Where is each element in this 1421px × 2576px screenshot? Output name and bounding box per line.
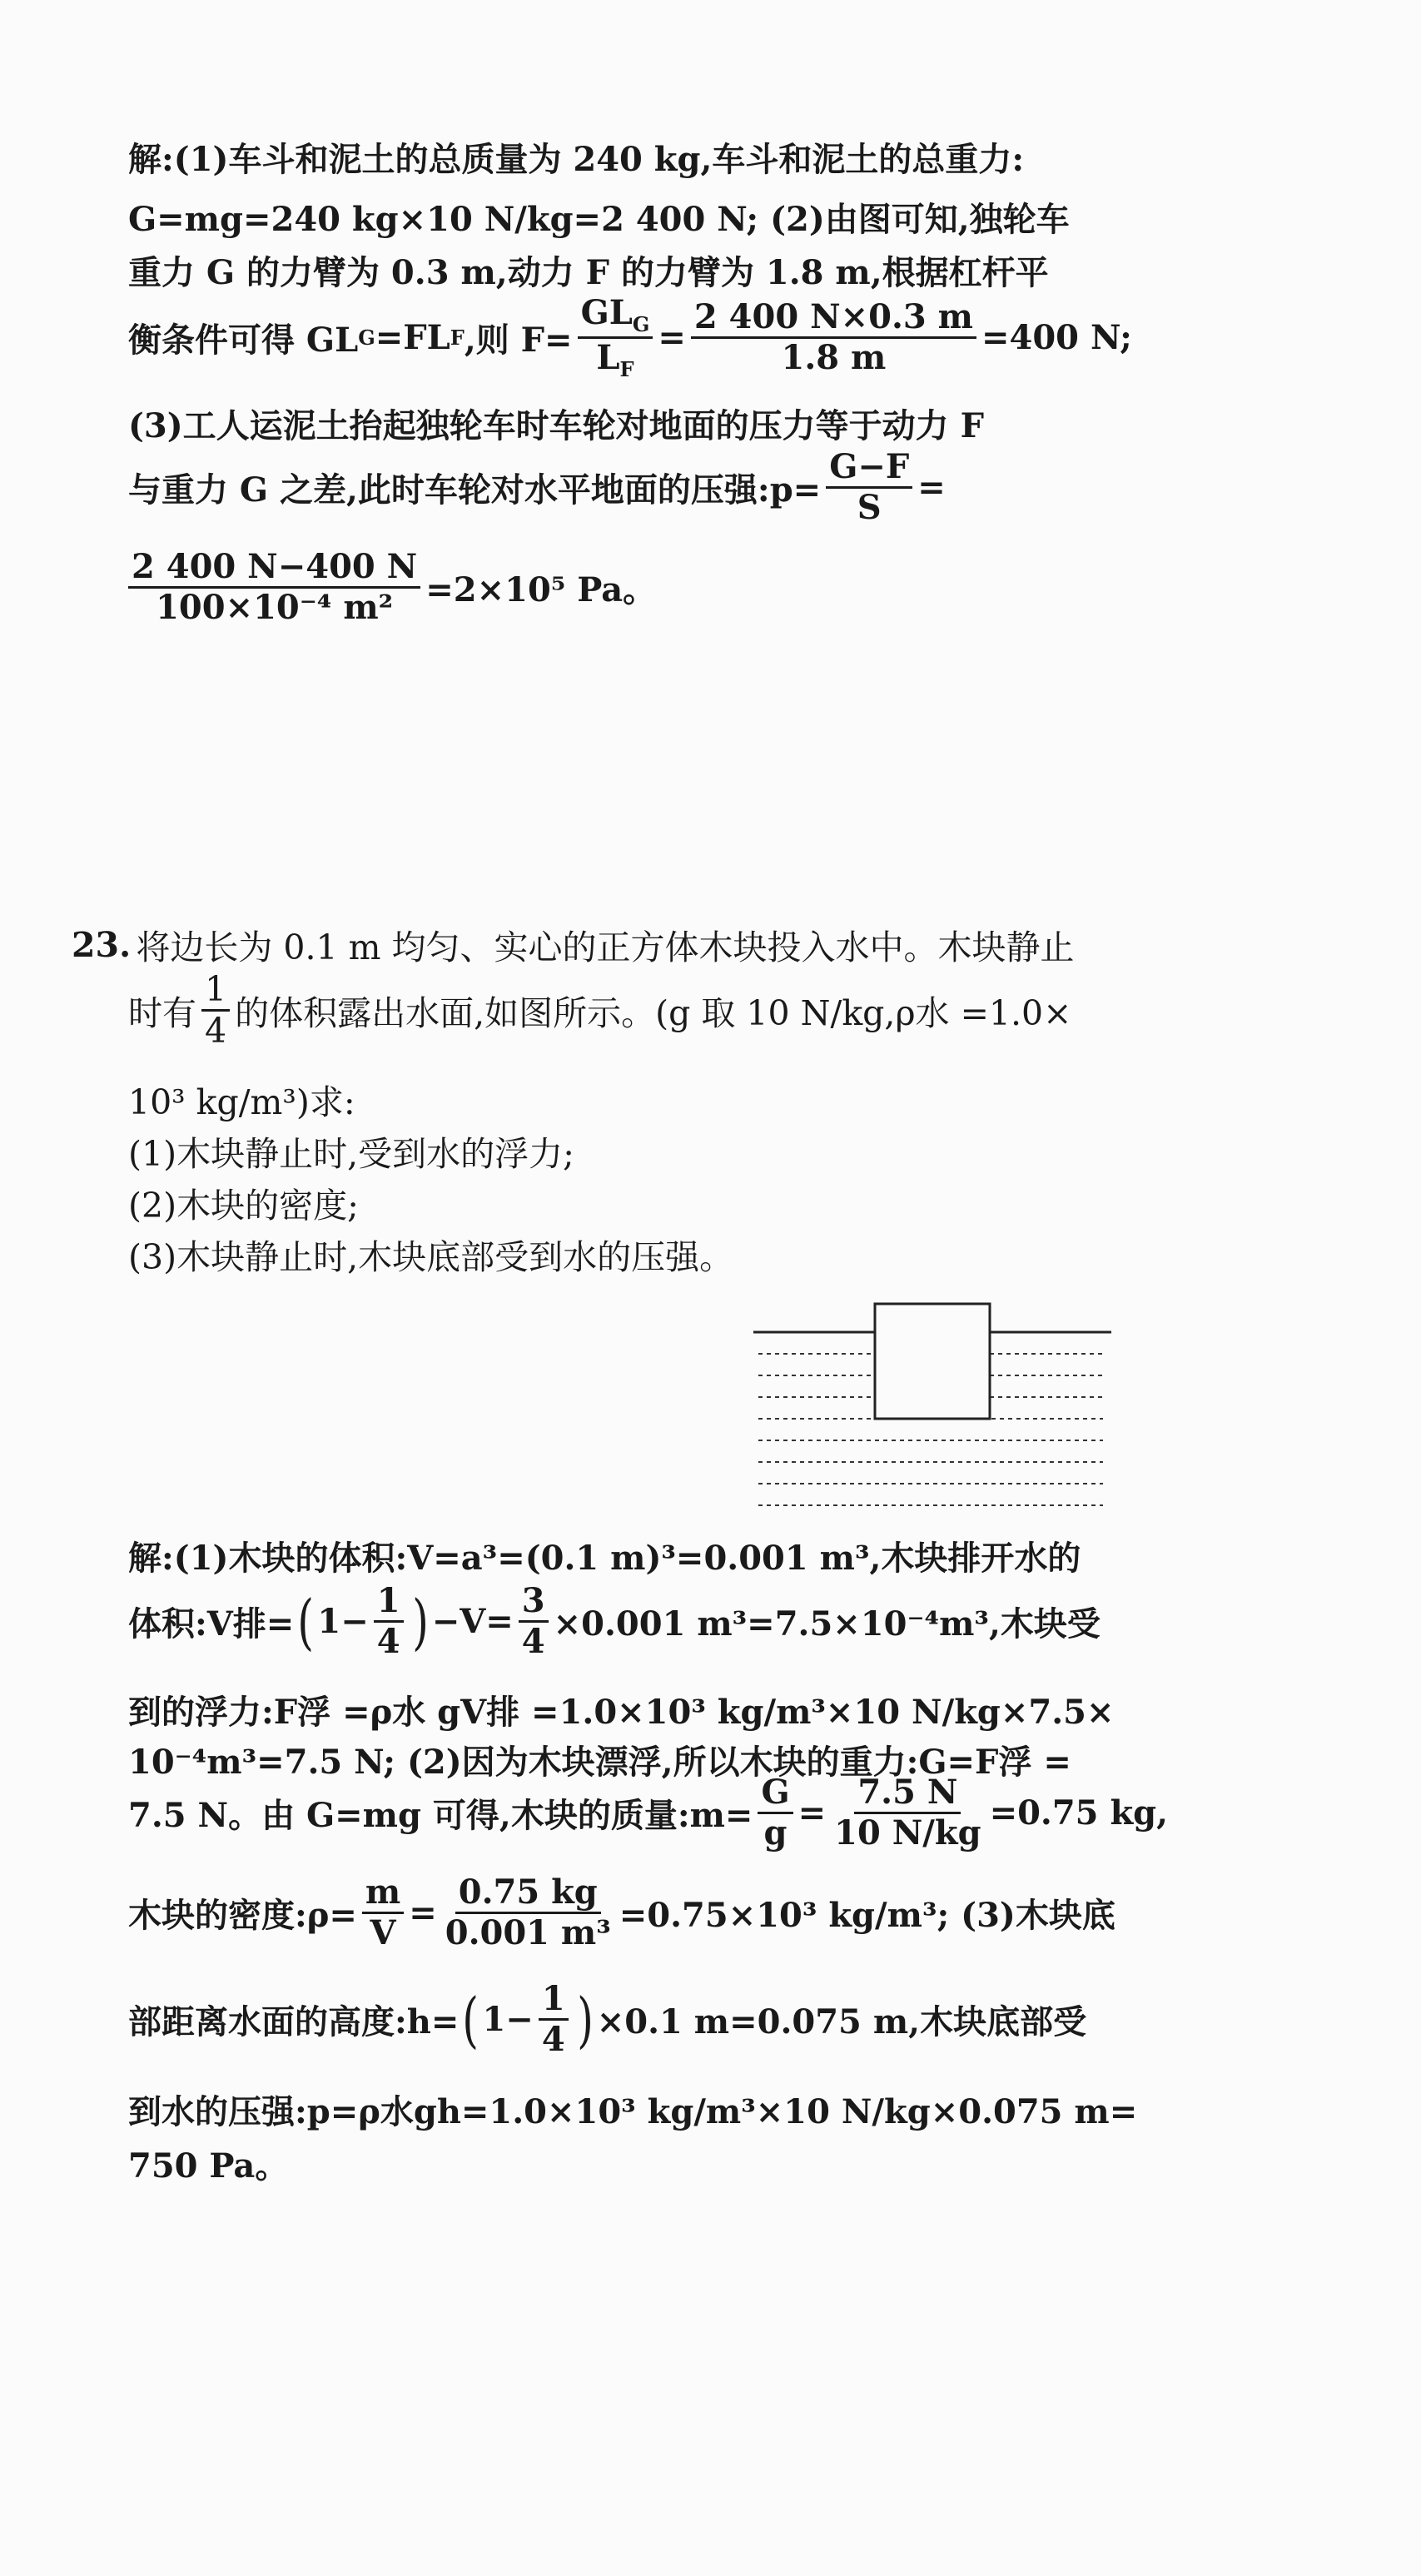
- q23-line1: [72, 920, 1075, 969]
- text: 7.5 N。由 G=mg 可得,木块的质量:m=: [128, 1796, 753, 1835]
- sol23-line8: 到水的压强:p=ρ水gh=1.0×10³ kg/m³×10 N/kg×0.075 m=: [128, 2092, 1138, 2131]
- fraction-numerator: 7.5 N: [854, 1775, 961, 1814]
- sol22-line3: 重力 G 的力臂为 0.3 m,动力 F 的力臂为 1.8 m,根据杠杆平: [128, 253, 1049, 292]
- sol22-line7: [123, 547, 657, 627]
- fraction-denominator: 4: [541, 2020, 565, 2059]
- text: ×0.001 m³=7.5×10⁻⁴m³,木块受: [553, 1604, 1101, 1644]
- fraction-numerator: 0.75 kg: [455, 1875, 601, 1914]
- fraction-denominator: g: [763, 1813, 788, 1852]
- fraction-denominator: L: [596, 338, 620, 378]
- fraction-denominator: 1.8 m: [781, 338, 887, 378]
- text: =: [658, 318, 686, 358]
- text: =: [409, 1893, 437, 1932]
- fraction-denominator: 4: [205, 1011, 227, 1052]
- fraction-denominator: S: [857, 488, 882, 527]
- sol23-line2: [128, 1581, 1101, 1661]
- sol22-line4: [128, 293, 1132, 382]
- sol22-line1: 解:(1)车斗和泥土的总质量为 240 kg,车斗和泥土的总重力:: [128, 140, 1025, 179]
- fraction-denominator: 4: [376, 1622, 400, 1661]
- text: 将边长为 0.1 m 均匀、实心的正方体木块投入水中。木块静止: [136, 927, 1075, 967]
- fraction-numerator: 1: [374, 1584, 404, 1623]
- text: ,则 F=: [464, 321, 573, 361]
- fraction-numerator: 1: [201, 972, 230, 1012]
- text: 时有: [128, 993, 196, 1034]
- fraction-denominator: 0.001 m³: [445, 1913, 611, 1952]
- text: =FL: [375, 318, 450, 358]
- fraction-denominator: 100×10⁻⁴ m²: [156, 588, 394, 627]
- text: =: [797, 1793, 827, 1833]
- subscript: G: [632, 312, 650, 336]
- sol23-line9: 750 Pa。: [128, 2146, 289, 2186]
- text: 与重力 G 之差,此时车轮对水平地面的压强:p=: [128, 470, 822, 510]
- sol23-line4: 10⁻⁴m³=7.5 N; (2)因为木块漂浮,所以木块的重力:G=F浮 =: [128, 1743, 1071, 1782]
- fraction: [831, 1775, 984, 1851]
- text: 木块的密度:ρ=: [128, 1896, 357, 1935]
- right-paren: ): [576, 1984, 594, 2055]
- sol23-line6: [128, 1872, 1115, 1952]
- fraction: [578, 293, 653, 382]
- q23-part2: (2)木块的密度;: [128, 1186, 359, 1226]
- text: =: [917, 468, 946, 507]
- q23-part1: (1)木块静止时,受到水的浮力;: [128, 1134, 574, 1174]
- fraction: [128, 547, 420, 627]
- q23-part3: (3)木块静止时,木块底部受到水的压强。: [128, 1237, 734, 1277]
- fraction-numerator: m: [362, 1875, 404, 1914]
- subscript: G: [358, 326, 375, 351]
- text: 衡条件可得 GL: [128, 321, 359, 361]
- fraction: [539, 1979, 569, 2059]
- floating-block-diagram: [753, 1297, 1111, 1530]
- fraction-numerator: G−F: [826, 450, 912, 489]
- subscript: F: [450, 326, 465, 351]
- text: =0.75×10³ kg/m³; (3)木块底: [619, 1896, 1115, 1935]
- left-paren: (: [462, 1984, 479, 2055]
- text: =400 N;: [981, 318, 1132, 358]
- q23-line3: 10³ kg/m³)求:: [128, 1082, 355, 1122]
- fraction: [826, 447, 912, 527]
- fraction: [691, 297, 976, 378]
- subscript: F: [619, 357, 634, 382]
- sol22-line2: G=mg=240 kg×10 N/kg=2 400 N; (2)由图可知,独轮车: [128, 200, 1070, 239]
- text: 体积:V排=: [128, 1604, 295, 1644]
- fraction: [374, 1581, 404, 1661]
- text: 的体积露出水面,如图所示。(g 取 10 N/kg,ρ水 =1.0×: [235, 993, 1072, 1034]
- fraction-numerator: G: [758, 1775, 792, 1814]
- fraction-numerator: 1: [539, 1982, 569, 2021]
- wooden-block: [875, 1304, 990, 1419]
- text: =2×10⁵ Pa。: [425, 570, 657, 609]
- text: =0.75 kg,: [989, 1793, 1169, 1833]
- right-paren: ): [411, 1586, 429, 1657]
- sol23-line7: [128, 1979, 1087, 2059]
- left-paren: (: [297, 1586, 315, 1657]
- text: 部距离水面的高度:h=: [128, 2002, 460, 2041]
- fraction: [362, 1872, 404, 1952]
- fraction: [201, 969, 230, 1052]
- fraction: [519, 1581, 549, 1661]
- question-number: 23.: [72, 924, 132, 965]
- fraction-numerator: GL: [580, 293, 633, 332]
- sol22-line5: (3)工人运泥土抬起独轮车时车轮对地面的压力等于动力 F: [128, 406, 985, 445]
- fraction-denominator: V: [370, 1913, 396, 1952]
- sol23-line1: 解:(1)木块的体积:V=a³=(0.1 m)³=0.001 m³,木块排开水的: [128, 1539, 1081, 1578]
- fraction-numerator: 2 400 N×0.3 m: [691, 300, 976, 339]
- text: 1−: [317, 1602, 369, 1641]
- fraction: [758, 1775, 792, 1851]
- q23-line2: [128, 969, 1072, 1052]
- fraction: [442, 1872, 614, 1952]
- sol22-line6: [128, 447, 946, 527]
- text: ×0.1 m=0.075 m,木块底部受: [596, 2002, 1087, 2041]
- sol23-line5: [128, 1775, 1168, 1851]
- fraction-numerator: 3: [519, 1584, 549, 1623]
- fraction-denominator: 10 N/kg: [834, 1813, 981, 1852]
- sol23-line3: 到的浮力:F浮 =ρ水 gV排 =1.0×10³ kg/m³×10 N/kg×7.5×: [128, 1693, 1115, 1732]
- fraction-numerator: 2 400 N−400 N: [128, 550, 420, 589]
- fraction-denominator: 4: [521, 1622, 545, 1661]
- text: −V=: [431, 1602, 514, 1641]
- text: 1−: [482, 2000, 534, 2039]
